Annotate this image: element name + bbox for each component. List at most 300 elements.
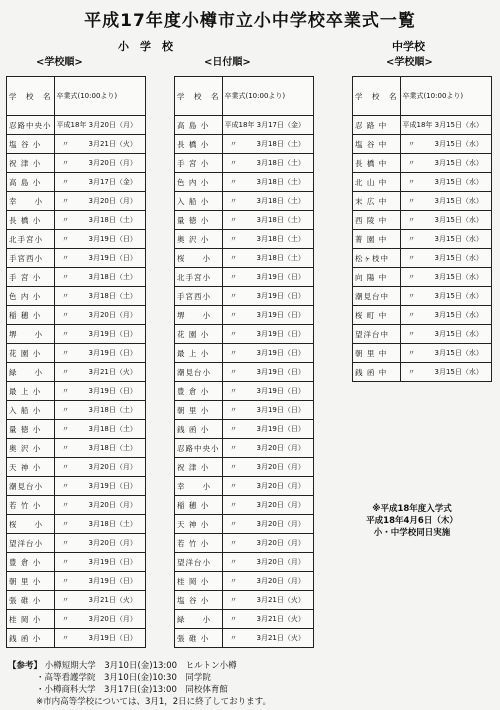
table-row <box>7 572 146 591</box>
ditto-mark: 〃 <box>62 292 69 300</box>
ceremony-date-cell <box>222 610 313 629</box>
ceremony-date-cell <box>400 192 491 211</box>
junior-order-school: <学校順> <box>386 57 433 68</box>
school-name-cell: 北手宮小 <box>175 268 223 287</box>
school-name-cell: 末 広 中 <box>353 192 401 211</box>
ditto-mark: 〃 <box>408 235 415 243</box>
ceremony-date: 3月20日（月） <box>88 197 137 205</box>
ceremony-date-cell <box>54 534 145 553</box>
school-name-cell: 銭 函 小 <box>175 420 223 439</box>
ditto-mark: 〃 <box>62 254 69 262</box>
ditto-mark: 〃 <box>230 596 237 604</box>
school-name-cell: 北手宮小 <box>7 230 55 249</box>
ditto-mark: 〃 <box>408 216 415 224</box>
school-name-cell: 幸 小 <box>7 192 55 211</box>
ceremony-date: 3月19日（日） <box>256 387 305 395</box>
ditto-mark: 〃 <box>62 501 69 509</box>
ceremony-date: 3月19日（日） <box>88 482 137 490</box>
ditto-mark: 〃 <box>62 311 69 319</box>
school-name-cell: 潮見台小 <box>7 477 55 496</box>
school-name-cell: 銭 函 中 <box>353 363 401 382</box>
table-row <box>175 135 314 154</box>
table-row <box>175 306 314 325</box>
table-row <box>175 477 314 496</box>
ceremony-date-cell <box>222 439 313 458</box>
school-name-cell: 北 山 中 <box>353 173 401 192</box>
school-name-cell: 祝 津 小 <box>7 154 55 173</box>
school-name-cell: 最 上 小 <box>7 382 55 401</box>
school-name-cell: 潮見台小 <box>175 363 223 382</box>
ceremony-date-cell <box>222 287 313 306</box>
ceremony-date-cell <box>222 363 313 382</box>
ditto-mark: 〃 <box>230 292 237 300</box>
ditto-mark: 〃 <box>230 444 237 452</box>
header-school-name: 学 校 名 <box>353 77 401 116</box>
ceremony-date-cell <box>400 344 491 363</box>
table-row <box>353 173 492 192</box>
table-row <box>175 591 314 610</box>
ceremony-date: 3月21日（火） <box>256 634 305 642</box>
ditto-mark: 〃 <box>408 273 415 281</box>
ceremony-date-cell <box>54 173 145 192</box>
school-name-cell: 稲 穂 小 <box>175 496 223 515</box>
table-row <box>353 325 492 344</box>
ceremony-date: 3月15日（水） <box>434 140 483 148</box>
ditto-mark: 〃 <box>62 577 69 585</box>
ceremony-date-cell <box>400 211 491 230</box>
school-name-cell: 朝 里 小 <box>7 572 55 591</box>
table-row <box>175 192 314 211</box>
ceremony-date: 3月18日（土） <box>88 273 137 281</box>
ceremony-date: 3月19日（日） <box>256 425 305 433</box>
school-name-cell: 量 徳 小 <box>7 420 55 439</box>
ditto-mark: 〃 <box>230 615 237 623</box>
ceremony-date: 3月20日（月） <box>256 558 305 566</box>
ceremony-date-cell <box>54 420 145 439</box>
school-name-cell: 桜 小 <box>175 249 223 268</box>
ditto-mark: 〃 <box>408 330 415 338</box>
ditto-mark: 〃 <box>408 178 415 186</box>
school-name-cell: 花 園 小 <box>7 344 55 363</box>
table-row <box>353 116 492 135</box>
school-name-cell: 天 神 小 <box>175 515 223 534</box>
table-row <box>7 420 146 439</box>
ceremony-date-cell <box>400 230 491 249</box>
ditto-mark: 〃 <box>62 178 69 186</box>
ditto-mark: 〃 <box>230 520 237 528</box>
ditto-mark: 〃 <box>230 387 237 395</box>
ceremony-date-cell <box>222 591 313 610</box>
ceremony-date-cell <box>54 363 145 382</box>
table-row <box>7 192 146 211</box>
ditto-mark: 〃 <box>62 159 69 167</box>
ceremony-date: 3月15日（水） <box>434 330 483 338</box>
school-name-cell: 奥 沢 小 <box>7 439 55 458</box>
table-row <box>7 515 146 534</box>
table-row <box>175 610 314 629</box>
school-name-cell: 手 宮 小 <box>7 268 55 287</box>
school-name-cell: 手 宮 小 <box>175 154 223 173</box>
table-row <box>7 344 146 363</box>
table-row <box>7 325 146 344</box>
ceremony-date: 平成18年 3月20日（月） <box>56 121 137 129</box>
school-name-cell: 張 碓 小 <box>7 591 55 610</box>
ceremony-date: 3月21日（火） <box>256 615 305 623</box>
ceremony-date: 3月19日（日） <box>88 254 137 262</box>
ditto-mark: 〃 <box>230 539 237 547</box>
ceremony-date: 3月18日（土） <box>88 444 137 452</box>
ceremony-date-cell <box>54 135 145 154</box>
ceremony-date: 3月20日（月） <box>256 482 305 490</box>
school-name-cell: 忍 路 中 <box>353 116 401 135</box>
ceremony-date-cell <box>400 135 491 154</box>
table-row <box>7 458 146 477</box>
ceremony-date-cell <box>222 344 313 363</box>
ceremony-date: 3月19日（日） <box>256 273 305 281</box>
table-row <box>175 363 314 382</box>
ceremony-date: 3月19日（日） <box>256 406 305 414</box>
ceremony-date: 3月19日（日） <box>256 292 305 300</box>
school-name-cell: 緑 小 <box>175 610 223 629</box>
ditto-mark: 〃 <box>62 558 69 566</box>
table-row <box>7 629 146 648</box>
table-row <box>353 344 492 363</box>
table-row <box>175 534 314 553</box>
school-name-cell: 桜 町 中 <box>353 306 401 325</box>
ceremony-date: 3月15日（水） <box>434 368 483 376</box>
school-name-cell: 長 橋 小 <box>7 211 55 230</box>
school-name-cell: 忍路中央小 <box>7 116 55 135</box>
ceremony-date-cell <box>222 249 313 268</box>
reference-line-4: ※市内高等学校については、3月1，2日に終了しております。 <box>36 697 271 707</box>
ceremony-date: 3月19日（日） <box>256 311 305 319</box>
table-row <box>7 287 146 306</box>
school-name-cell: 桂 岡 小 <box>175 572 223 591</box>
table-row <box>175 268 314 287</box>
ceremony-date: 3月19日（日） <box>88 387 137 395</box>
table-row <box>7 135 146 154</box>
ceremony-date: 3月18日（土） <box>256 140 305 148</box>
ceremony-date-cell <box>54 439 145 458</box>
ceremony-date-cell <box>222 496 313 515</box>
table-row <box>353 287 492 306</box>
ceremony-date-cell <box>54 629 145 648</box>
ditto-mark: 〃 <box>62 349 69 357</box>
ceremony-date-cell <box>54 382 145 401</box>
school-name-cell: 奥 沢 小 <box>175 230 223 249</box>
school-name-cell: 望洋台中 <box>353 325 401 344</box>
school-name-cell: 西 陵 中 <box>353 211 401 230</box>
ceremony-date: 3月20日（月） <box>256 520 305 528</box>
junior-by-school-table <box>352 76 492 382</box>
school-name-cell: 望洋台小 <box>175 553 223 572</box>
table-row <box>175 553 314 572</box>
ditto-mark: 〃 <box>62 406 69 414</box>
table-row <box>7 363 146 382</box>
ceremony-date: 3月19日（日） <box>256 330 305 338</box>
ditto-mark: 〃 <box>408 254 415 262</box>
school-name-cell: 色 内 小 <box>175 173 223 192</box>
ditto-mark: 〃 <box>230 159 237 167</box>
school-name-cell: 銭 函 小 <box>7 629 55 648</box>
ceremony-date: 3月15日（水） <box>434 273 483 281</box>
ditto-mark: 〃 <box>62 197 69 205</box>
ceremony-date-cell <box>222 230 313 249</box>
table-header-row <box>353 77 492 116</box>
school-name-cell: 長 橋 小 <box>175 135 223 154</box>
ceremony-date-cell <box>400 325 491 344</box>
ceremony-date-cell <box>54 515 145 534</box>
ceremony-date-cell <box>222 458 313 477</box>
ceremony-date-cell <box>400 249 491 268</box>
table-row <box>7 211 146 230</box>
ditto-mark: 〃 <box>408 368 415 376</box>
school-name-cell: 祝 津 小 <box>175 458 223 477</box>
ditto-mark: 〃 <box>62 444 69 452</box>
ditto-mark: 〃 <box>62 216 69 224</box>
ceremony-date: 3月18日（土） <box>88 520 137 528</box>
ditto-mark: 〃 <box>230 501 237 509</box>
table-row <box>353 230 492 249</box>
ceremony-date: 平成18年 3月15日（水） <box>402 121 483 129</box>
table-row <box>353 268 492 287</box>
ceremony-date: 3月15日（水） <box>434 178 483 186</box>
table-row <box>175 211 314 230</box>
ceremony-date-cell <box>54 268 145 287</box>
ceremony-date-cell <box>54 154 145 173</box>
ditto-mark: 〃 <box>230 349 237 357</box>
elementary-order-date: <日付順> <box>204 57 251 68</box>
ceremony-date: 3月21日（火） <box>88 140 137 148</box>
ceremony-date: 3月15日（水） <box>434 159 483 167</box>
ceremony-date: 3月20日（月） <box>88 501 137 509</box>
school-name-cell: 稲 穂 小 <box>7 306 55 325</box>
ditto-mark: 〃 <box>62 235 69 243</box>
ditto-mark: 〃 <box>408 197 415 205</box>
school-name-cell: 高 島 小 <box>175 116 223 135</box>
table-row <box>353 154 492 173</box>
school-name-cell: 手宮西小 <box>175 287 223 306</box>
table-row <box>7 591 146 610</box>
ditto-mark: 〃 <box>230 577 237 585</box>
school-name-cell: 緑 小 <box>7 363 55 382</box>
ditto-mark: 〃 <box>230 273 237 281</box>
ceremony-date: 3月19日（日） <box>88 235 137 243</box>
school-name-cell: 桂 岡 小 <box>7 610 55 629</box>
school-name-cell: 豊 倉 小 <box>175 382 223 401</box>
ceremony-date-cell <box>400 116 491 135</box>
ceremony-date-cell <box>54 496 145 515</box>
ceremony-date-cell <box>222 420 313 439</box>
school-name-cell: 張 碓 小 <box>175 629 223 648</box>
ditto-mark: 〃 <box>230 197 237 205</box>
table-row <box>7 439 146 458</box>
table-row <box>175 439 314 458</box>
ceremony-date: 3月19日（日） <box>88 330 137 338</box>
ceremony-date-cell <box>54 230 145 249</box>
ditto-mark: 〃 <box>62 330 69 338</box>
ditto-mark: 〃 <box>62 615 69 623</box>
school-name-cell: 豊 倉 小 <box>7 553 55 572</box>
header-school-name: 学 校 名 <box>7 77 55 116</box>
ditto-mark: 〃 <box>408 349 415 357</box>
school-name-cell: 松ヶ枝中 <box>353 249 401 268</box>
ditto-mark: 〃 <box>62 596 69 604</box>
ceremony-date-cell <box>54 249 145 268</box>
ditto-mark: 〃 <box>62 463 69 471</box>
ceremony-date: 3月17日（金） <box>88 178 137 186</box>
ceremony-date-cell <box>54 325 145 344</box>
school-name-cell: 塩 谷 小 <box>7 135 55 154</box>
ditto-mark: 〃 <box>230 235 237 243</box>
table-row <box>7 230 146 249</box>
table-row <box>7 382 146 401</box>
ceremony-date: 3月18日（土） <box>256 235 305 243</box>
table-row <box>175 249 314 268</box>
ceremony-date-cell <box>222 553 313 572</box>
school-name-cell: 堺 小 <box>175 306 223 325</box>
ceremony-date: 3月20日（月） <box>88 159 137 167</box>
ceremony-date-cell <box>222 401 313 420</box>
school-name-cell: 桜 小 <box>7 515 55 534</box>
school-name-cell: 若 竹 小 <box>175 534 223 553</box>
ceremony-date-cell <box>54 211 145 230</box>
ditto-mark: 〃 <box>408 292 415 300</box>
ceremony-date: 3月20日（月） <box>256 577 305 585</box>
ceremony-date: 3月20日（月） <box>88 311 137 319</box>
entrance-ceremony-note <box>352 503 472 539</box>
school-name-cell: 朝 里 小 <box>175 401 223 420</box>
table-row <box>175 458 314 477</box>
ceremony-date-cell <box>222 173 313 192</box>
ceremony-date-cell <box>54 344 145 363</box>
ditto-mark: 〃 <box>230 425 237 433</box>
ditto-mark: 〃 <box>62 520 69 528</box>
ceremony-date: 3月18日（土） <box>88 216 137 224</box>
ceremony-date-cell <box>54 287 145 306</box>
elementary-order-school: <学校順> <box>36 57 83 68</box>
ditto-mark: 〃 <box>230 463 237 471</box>
ceremony-date-cell <box>222 325 313 344</box>
ceremony-date: 3月20日（月） <box>256 501 305 509</box>
table-row <box>7 401 146 420</box>
table-row <box>175 344 314 363</box>
ditto-mark: 〃 <box>62 140 69 148</box>
ceremony-date: 3月18日（土） <box>256 254 305 262</box>
school-name-cell: 塩 谷 小 <box>175 591 223 610</box>
ceremony-date: 3月21日（火） <box>88 368 137 376</box>
ditto-mark: 〃 <box>230 406 237 414</box>
school-name-cell: 最 上 小 <box>175 344 223 363</box>
ceremony-date: 3月19日（日） <box>256 349 305 357</box>
school-name-cell: 朝 里 中 <box>353 344 401 363</box>
ceremony-date-cell <box>54 192 145 211</box>
ceremony-date: 3月19日（日） <box>256 368 305 376</box>
table-row <box>7 496 146 515</box>
table-row <box>7 249 146 268</box>
ditto-mark: 〃 <box>62 634 69 642</box>
ceremony-date-cell <box>54 610 145 629</box>
ditto-mark: 〃 <box>62 482 69 490</box>
ditto-mark: 〃 <box>230 634 237 642</box>
ditto-mark: 〃 <box>230 178 237 186</box>
school-name-cell: 望洋台小 <box>7 534 55 553</box>
ceremony-date-cell <box>54 477 145 496</box>
table-row <box>175 154 314 173</box>
elementary-by-date-table <box>174 76 314 648</box>
ceremony-date: 3月18日（土） <box>256 159 305 167</box>
table-row <box>175 173 314 192</box>
ceremony-date: 3月15日（水） <box>434 292 483 300</box>
ceremony-date: 3月21日（火） <box>88 596 137 604</box>
ditto-mark: 〃 <box>230 140 237 148</box>
ditto-mark: 〃 <box>408 140 415 148</box>
table-row <box>7 610 146 629</box>
table-row <box>175 116 314 135</box>
ditto-mark: 〃 <box>230 311 237 319</box>
note-line-2: 平成18年4月6日（木） <box>366 516 458 526</box>
table-row <box>175 382 314 401</box>
ceremony-date: 3月19日（日） <box>88 577 137 585</box>
ceremony-date-cell <box>54 591 145 610</box>
ceremony-date: 3月15日（水） <box>434 254 483 262</box>
ceremony-date-cell <box>222 534 313 553</box>
ceremony-date: 3月18日（土） <box>88 425 137 433</box>
ceremony-date-cell <box>400 268 491 287</box>
ceremony-date: 3月18日（土） <box>88 406 137 414</box>
ceremony-date: 3月15日（水） <box>434 197 483 205</box>
ceremony-date-cell <box>222 515 313 534</box>
ceremony-date-cell <box>222 135 313 154</box>
ceremony-date: 3月15日（水） <box>434 349 483 357</box>
ceremony-date-cell <box>222 629 313 648</box>
school-name-cell: 向 陽 中 <box>353 268 401 287</box>
school-name-cell: 手宮西小 <box>7 249 55 268</box>
ceremony-date-cell <box>222 116 313 135</box>
page-title: 平成17年度小樽市立小中学校卒業式一覧 <box>84 11 416 31</box>
ceremony-date-cell <box>54 116 145 135</box>
school-name-cell: 色 内 小 <box>7 287 55 306</box>
school-name-cell: 塩 谷 中 <box>353 135 401 154</box>
ceremony-date-cell <box>400 287 491 306</box>
elementary-heading: 小 学 校 <box>118 40 173 53</box>
table-row <box>7 306 146 325</box>
header-school-name: 学 校 名 <box>175 77 223 116</box>
ditto-mark: 〃 <box>230 216 237 224</box>
school-name-cell: 堺 小 <box>7 325 55 344</box>
table-row <box>175 496 314 515</box>
ditto-mark: 〃 <box>62 539 69 547</box>
table-row <box>175 420 314 439</box>
ditto-mark: 〃 <box>230 254 237 262</box>
note-line-1: ※平成18年度入学式 <box>372 504 452 514</box>
junior-heading: 中学校 <box>392 40 425 53</box>
school-name-cell: 天 神 小 <box>7 458 55 477</box>
ditto-mark: 〃 <box>408 311 415 319</box>
ceremony-date-cell <box>54 572 145 591</box>
ceremony-date: 3月18日（土） <box>256 178 305 186</box>
ceremony-date-cell <box>54 306 145 325</box>
header-ceremony-date: 卒業式(10:00より) <box>54 77 145 116</box>
ceremony-date-cell <box>222 306 313 325</box>
table-row <box>175 629 314 648</box>
ceremony-date: 3月15日（水） <box>434 216 483 224</box>
school-name-cell: 高 島 小 <box>7 173 55 192</box>
ceremony-date: 平成18年 3月17日（金） <box>224 121 305 129</box>
table-row <box>353 249 492 268</box>
elementary-by-school-table <box>6 76 146 648</box>
ditto-mark: 〃 <box>230 482 237 490</box>
